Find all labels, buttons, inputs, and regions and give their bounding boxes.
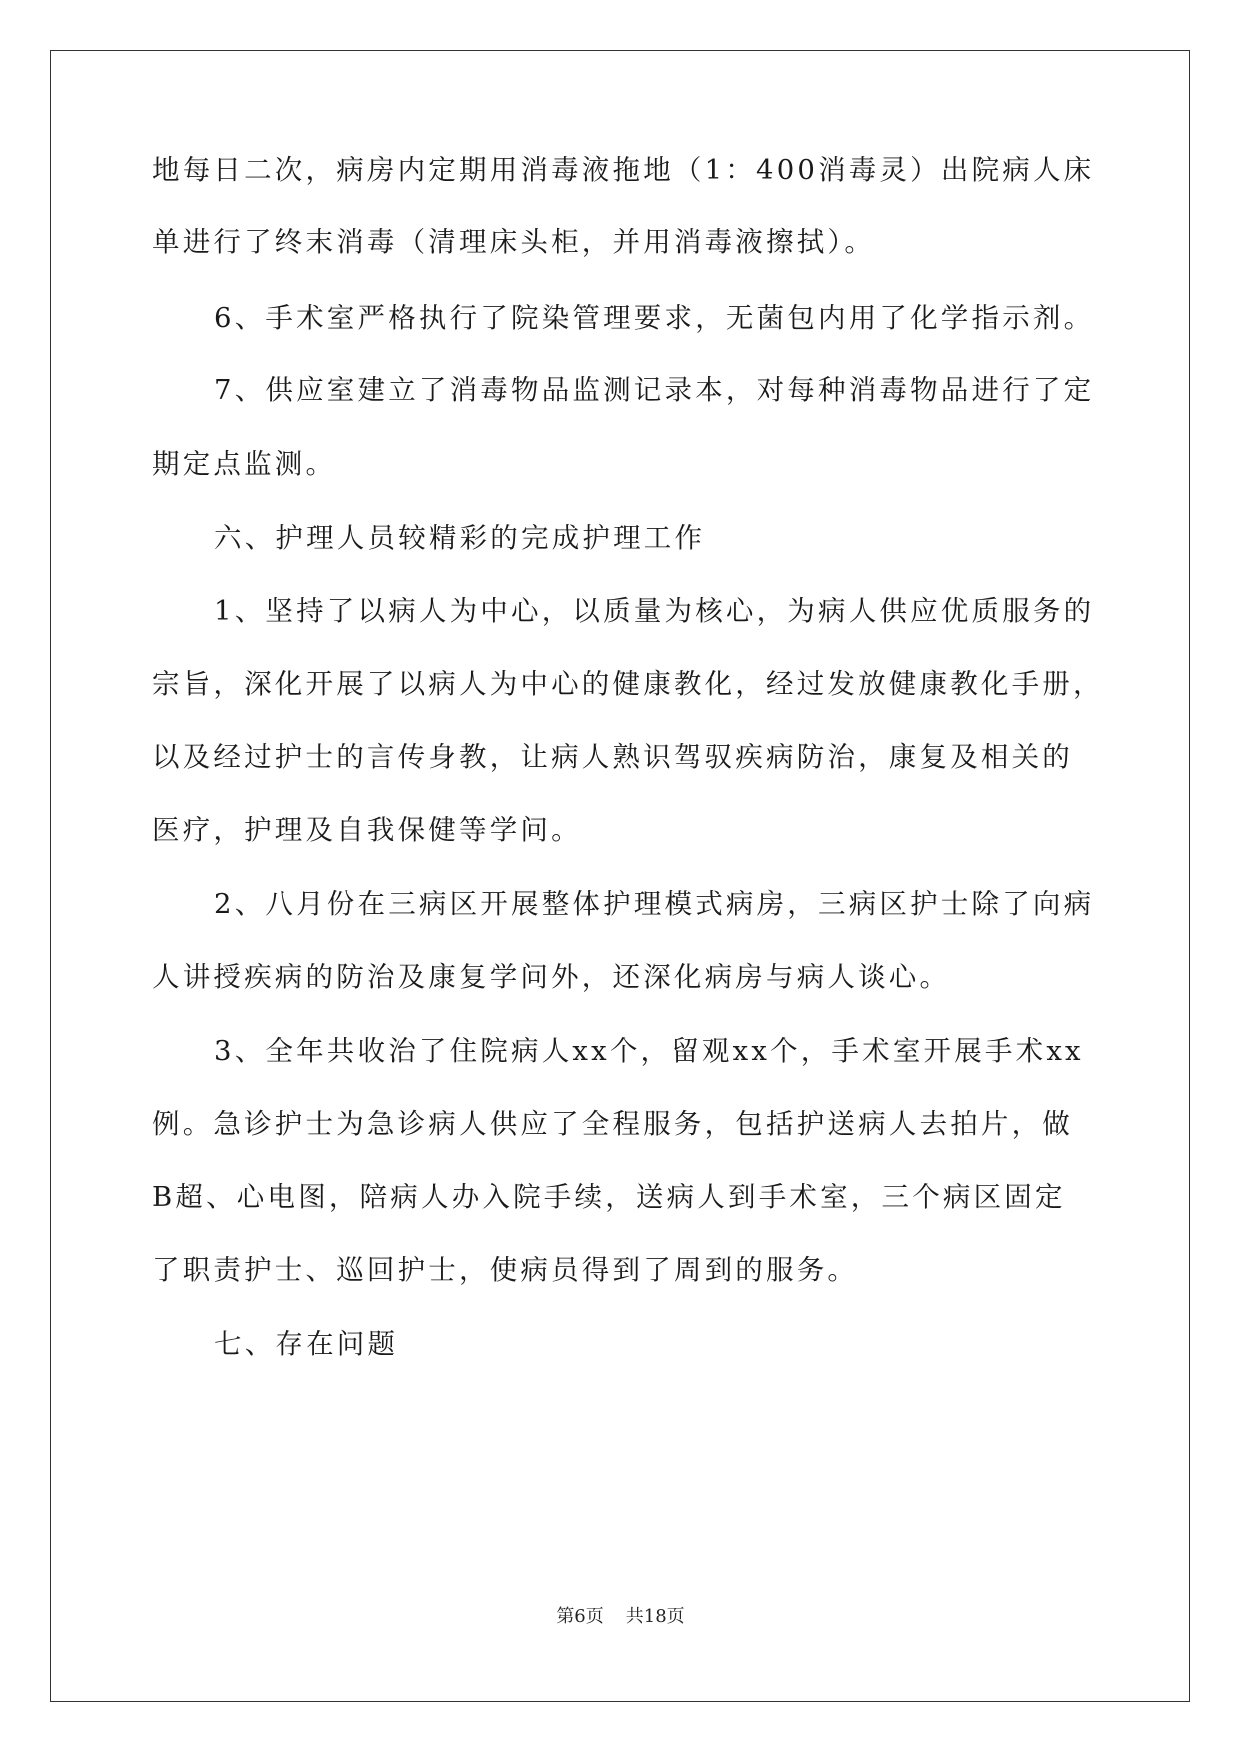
body-text-line: 了职责护士、巡回护士，使病员得到了周到的服务。	[152, 1254, 859, 1286]
body-text-line: 例。急诊护士为急诊病人供应了全程服务，包括护送病人去拍片，做	[152, 1108, 1073, 1140]
section-heading: 六、护理人员较精彩的完成护理工作	[214, 522, 706, 554]
body-text-line: 单进行了终末消毒（清理床头柜，并用消毒液擦拭）。	[152, 226, 876, 258]
body-text-line: 6、手术室严格执行了院染管理要求，无菌包内用了化学指示剂。	[214, 302, 1095, 334]
body-text-line: 地每日二次，病房内定期用消毒液拖地（1：400消毒灵）出院病人床	[152, 154, 1095, 186]
body-text-line: 人讲授疾病的防治及康复学问外，还深化病房与病人谈心。	[152, 961, 951, 993]
body-text-line: 1、坚持了以病人为中心，以质量为核心，为病人供应优质服务的	[214, 595, 1095, 627]
body-text-line: 宗旨，深化开展了以病人为中心的健康教化，经过发放健康教化手册，	[152, 668, 1104, 700]
body-text-line: 7、供应室建立了消毒物品监测记录本，对每种消毒物品进行了定	[214, 374, 1095, 406]
page-footer	[0, 1602, 1241, 1628]
body-text-line: 医疗，护理及自我保健等学问。	[152, 814, 582, 846]
body-text-line: 2、八月份在三病区开展整体护理模式病房，三病区护士除了向病	[214, 888, 1095, 920]
body-text-line: B超、心电图，陪病人办入院手续，送病人到手术室，三个病区固定	[152, 1181, 1066, 1213]
body-text-line: 期定点监测。	[152, 448, 337, 480]
page-number: 第6页	[556, 1606, 604, 1627]
body-text-line: 以及经过护士的言传身教，让病人熟识驾驭疾病防治，康复及相关的	[152, 741, 1073, 773]
page-total: 共18页	[625, 1606, 685, 1627]
body-text-line: 3、全年共收治了住院病人xx个，留观xx个，手术室开展手术xx	[214, 1035, 1084, 1067]
section-heading: 七、存在问题	[214, 1328, 399, 1360]
